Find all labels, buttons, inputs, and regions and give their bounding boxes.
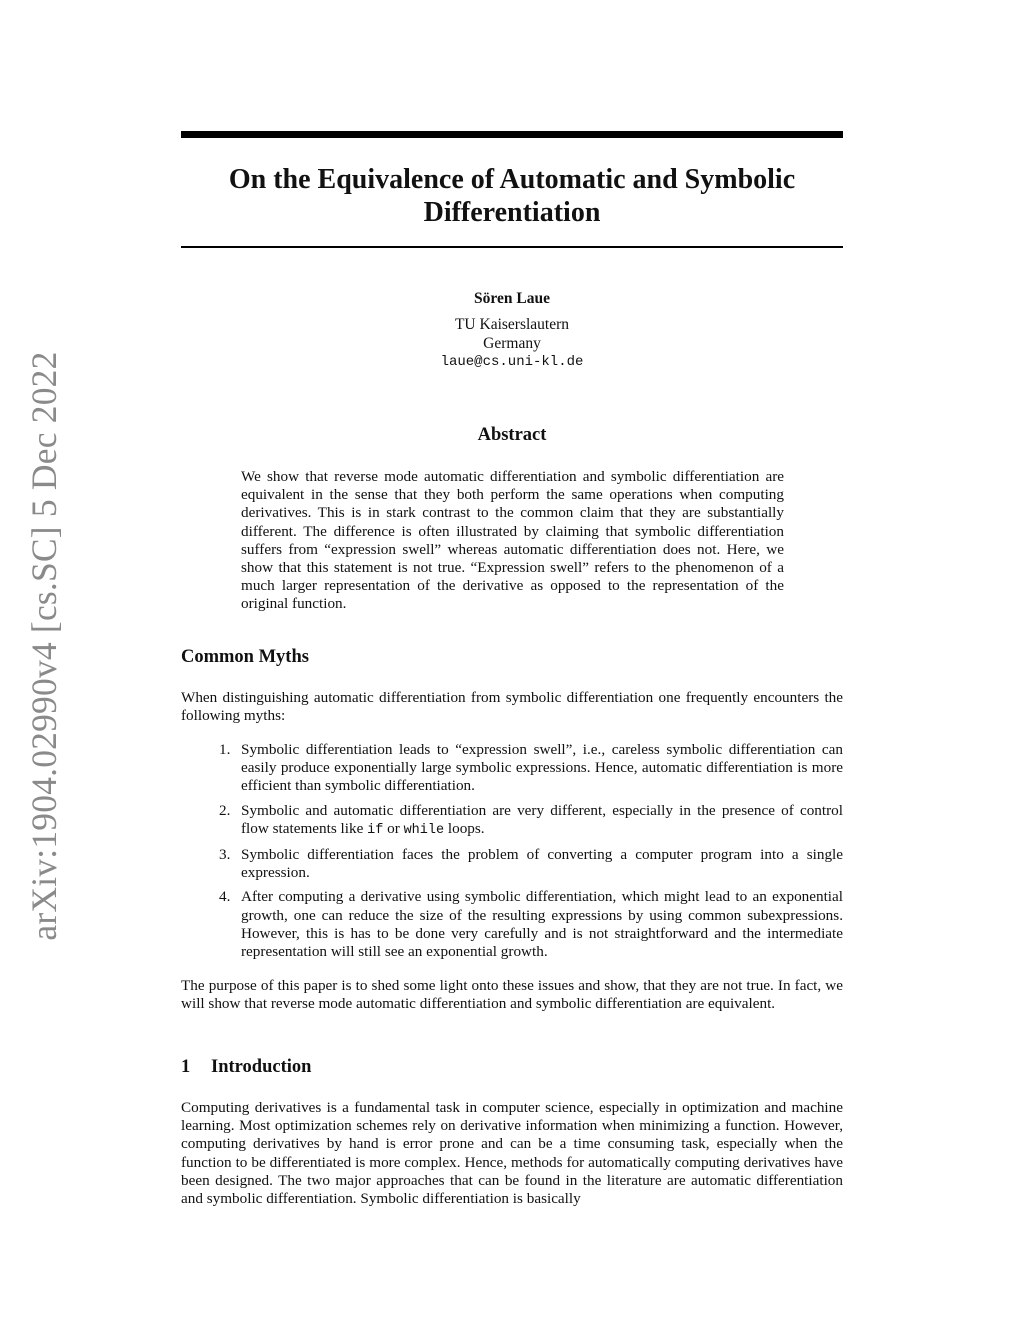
code-keyword-while: while bbox=[403, 822, 445, 838]
title-rule-top bbox=[181, 131, 843, 138]
abstract-heading: Abstract bbox=[477, 425, 547, 445]
author-affiliation: TU Kaiserslautern bbox=[454, 316, 570, 333]
myths-conclusion: The purpose of this paper is to shed some light onto these issues and show, that they are not true. In fact, we will show that reverse mode automatic differentiation and symbolic differentiation are equivalent. bbox=[181, 977, 843, 1013]
myth-item bbox=[181, 802, 843, 840]
myth-text: or bbox=[383, 819, 404, 837]
myth-number: 2. bbox=[219, 801, 231, 819]
myth-text: After computing a derivative using symbolic differentiation, which might lead to an exponential growth, one can reduce the size of the resulting expressions by using common subexpressions. However, this is has to be done very carefully and is not straightforward and the intermediate representation will still see an exponential growth. bbox=[241, 888, 843, 961]
title-line-2: Differentiation bbox=[423, 197, 601, 228]
myths-list bbox=[181, 741, 843, 967]
author-block bbox=[181, 289, 843, 372]
myth-number: 1. bbox=[219, 741, 231, 758]
title-rule-bottom bbox=[181, 246, 843, 248]
myth-text: Symbolic differentiation faces the problem of converting a computer program into a single expression. bbox=[241, 846, 843, 882]
myth-item bbox=[181, 846, 843, 882]
myth-item bbox=[181, 888, 843, 961]
author-name: Sören Laue bbox=[474, 290, 550, 307]
myth-text: Symbolic and automatic differentiation are very different, especially in the presence of control flow statements like bbox=[241, 801, 843, 837]
author-country: Germany bbox=[483, 335, 541, 352]
introduction-heading bbox=[181, 1057, 311, 1078]
myth-item bbox=[181, 741, 843, 796]
myth-text: Symbolic differentiation leads to “expression swell”, i.e., careless symbolic differentiation can easily produce exponentially large symbolic expressions. Hence, automatic differentiation is more efficient than symbolic differentiation. bbox=[241, 741, 843, 795]
myth-number: 3. bbox=[219, 846, 231, 864]
arxiv-side-stamp: arXiv:1904.02990v4 [cs.SC] 5 Dec 2022 bbox=[24, 351, 64, 941]
section-title: Introduction bbox=[211, 1057, 312, 1077]
myths-intro: When distinguishing automatic differentiation from symbolic differentiation one frequently encounters the following myths: bbox=[181, 689, 843, 725]
myth-text: loops. bbox=[444, 819, 485, 837]
myth-number: 4. bbox=[219, 888, 231, 906]
code-keyword-if: if bbox=[367, 822, 384, 838]
introduction-text: Computing derivatives is a fundamental task in computer science, especially in optimization and machine learning. Most optimization schemes rely on derivative information when minimizing a function. However, computing derivatives by hand is error prone and can be a time consuming task, especially when the function to be differentiated is more complex. Hence, methods for automatically computing derivatives have been designed. The two major approaches that can be found in the literature are automatic differentiation and symbolic differentiation. Symbolic differentiation is basically bbox=[181, 1099, 843, 1208]
abstract-text: We show that reverse mode automatic differentiation and symbolic differentiation are equivalent in the sense that they both perform the same operations when computing derivatives. This is in stark contrast to the common claim that they are substantially different. The difference is often illustrated by claiming that symbolic differentiation suffers from “expression swell” whereas automatic differentiation does not. Here, we show that this statement is not true. “Expression swell” refers to the phenomenon of a much larger representation of the derivative as opposed to the representation of the original function. bbox=[241, 468, 784, 613]
author-email: laue@cs.uni-kl.de bbox=[440, 354, 584, 370]
myths-heading: Common Myths bbox=[181, 647, 309, 667]
title-line-1: On the Equivalence of Automatic and Symbolic bbox=[228, 164, 796, 195]
section-number: 1 bbox=[181, 1057, 191, 1077]
paper-title bbox=[181, 163, 843, 229]
